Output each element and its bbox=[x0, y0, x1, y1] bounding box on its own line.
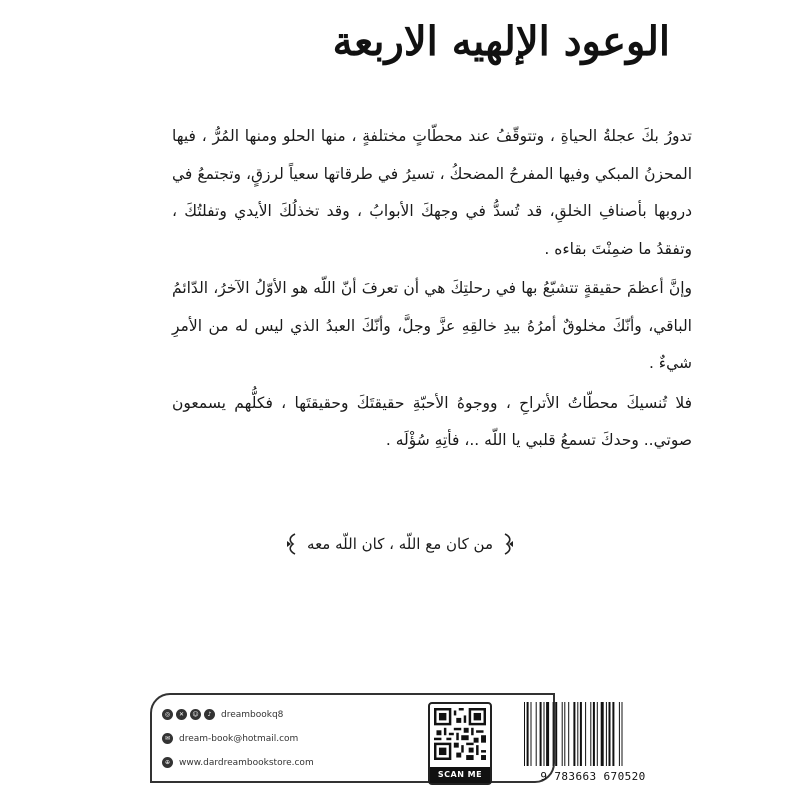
barcode-bar bbox=[568, 702, 569, 766]
barcode-bar bbox=[597, 702, 598, 766]
scan-me-label: SCAN ME bbox=[430, 767, 490, 783]
social-handle: dreambookq8 bbox=[221, 709, 284, 720]
qr-code-badge bbox=[428, 702, 492, 785]
barcode-bar bbox=[562, 702, 563, 766]
email-icon: ✉ bbox=[162, 733, 173, 744]
barcode-bar bbox=[601, 702, 604, 766]
barcode-bar bbox=[531, 702, 532, 766]
barcode-icon bbox=[518, 700, 668, 768]
barcode-bar bbox=[606, 702, 607, 766]
globe-icon: ⊕ bbox=[162, 757, 173, 768]
barcode-bar bbox=[612, 702, 614, 766]
snapchat-icon: ☺ bbox=[190, 709, 201, 720]
barcode-bar bbox=[580, 702, 582, 766]
barcode-bar bbox=[524, 702, 525, 766]
barcode-bar bbox=[619, 702, 620, 766]
barcode-bar bbox=[553, 702, 554, 766]
back-cover-text bbox=[172, 118, 692, 460]
barcode-bar bbox=[585, 702, 586, 766]
barcode-bar bbox=[564, 702, 565, 766]
book-title: الوعود الإلهيه الاربعة bbox=[332, 18, 670, 65]
barcode-bar bbox=[622, 702, 623, 766]
instagram-icon: ◎ bbox=[162, 709, 173, 720]
quote-line bbox=[0, 533, 800, 555]
barcode-bar bbox=[546, 702, 549, 766]
tiktok-icon: ♪ bbox=[204, 709, 215, 720]
barcode-bar bbox=[555, 702, 557, 766]
paragraph-1: تدورُ بكَ عجلةُ الحياةِ ، وتتوقّفُ عند محطّاتٍ مختلفةٍ ، منها الحلو ومنها المُرُّ ، فيها المحزنُ المبكي وفيها المفرحُ المضحكُ ، تسيرُ في طرقاتها سعياً لرزقٍ، وتجتمعُ في دروبها بأصنافِ الخلقِ، قد تُسدُّ في وجهكَ الأبوابُ ، وقد تخذلُكَ الأيدي وتفلتُكَ ، وتفقدُ ما ضمِنْتَ بقاءه . bbox=[172, 127, 692, 258]
barcode-bar bbox=[527, 702, 529, 766]
barcode-bar bbox=[590, 702, 591, 766]
ornament-bracket-icon bbox=[501, 533, 515, 555]
email-address: dream-book@hotmail.com bbox=[179, 733, 299, 744]
paragraph-3: فلا تُنسيكَ محطّاتُ الأتراحِ ، ووجوهُ الأحبّةِ حقيقتَكَ وحقيقتَها ، فكلُّهم يسمعون صوتي.. وحدكَ تسمعُ قلبي يا اللّه ..، فأتِهِ سُؤْلَه . bbox=[172, 393, 692, 449]
isbn-digits: 9 783663 670520 bbox=[540, 770, 646, 783]
qr-code-icon bbox=[434, 708, 486, 760]
barcode-bar bbox=[544, 702, 545, 766]
x-icon: ✕ bbox=[176, 709, 187, 720]
barcode-bar bbox=[593, 702, 595, 766]
barcode-bar bbox=[536, 702, 537, 766]
barcode-bar bbox=[540, 702, 542, 766]
barcode-bar bbox=[609, 702, 611, 766]
barcode-bar bbox=[577, 702, 578, 766]
paragraph-2: وإنَّ أعظمَ حقيقةٍ تتشبّعُ بها في رحلتِكَ هي أن تعرفَ أنّ اللّه هو الأوّلُ الآخرُ، الدّائمُ الباقي، وأنّكَ مخلوقٌ أمرُهُ بيدِ خالقِهِ عزَّ وجلَّ، وأنّكَ العبدُ الذي ليس له من الأمرِ شيءٌ . bbox=[172, 279, 692, 372]
barcode-bar bbox=[573, 702, 575, 766]
social-row bbox=[162, 709, 283, 720]
contact-card bbox=[150, 693, 555, 783]
website-url: www.dardreambookstore.com bbox=[179, 757, 314, 768]
website-row bbox=[162, 757, 314, 768]
quote-text: من كان مع اللّه ، كان اللّه معه bbox=[307, 535, 493, 553]
email-row bbox=[162, 733, 298, 744]
isbn-barcode bbox=[518, 700, 668, 788]
ornament-bracket-icon bbox=[285, 533, 299, 555]
